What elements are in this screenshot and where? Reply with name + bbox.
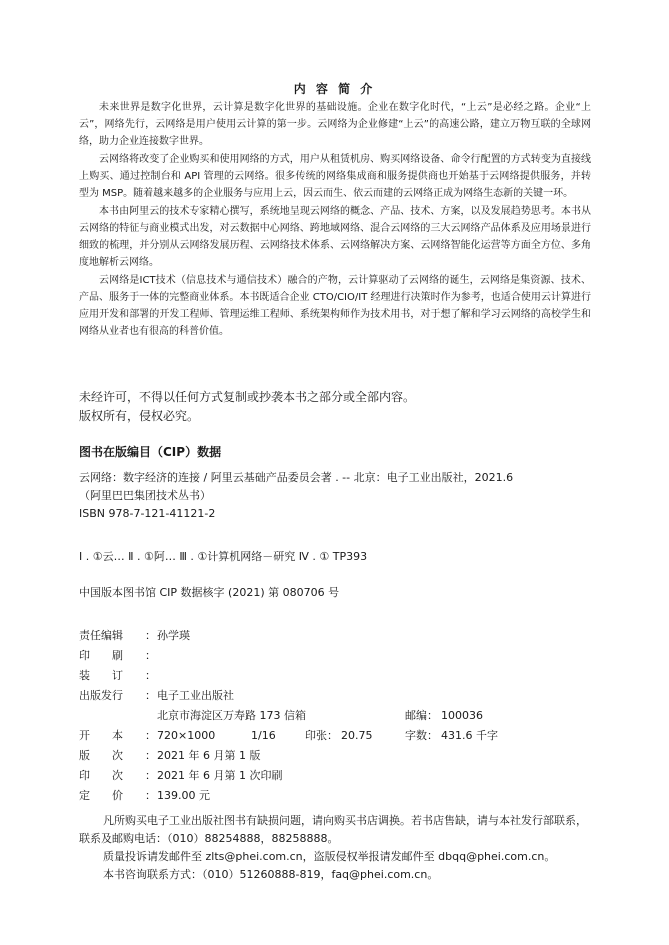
sheets-label: 印张： [305, 729, 338, 742]
sheets-value: 20.75 [341, 729, 373, 742]
contact-notes [79, 812, 591, 884]
credit-colon: ： [145, 769, 156, 782]
credit-label: 出版发行 [79, 689, 123, 702]
classification-line: Ⅰ . ①云… Ⅱ . ①阿… Ⅲ . ①计算机网络－研究 Ⅳ . ① TP393 [79, 550, 368, 563]
credit-row-editor [79, 626, 591, 646]
credit-row-print [79, 646, 591, 666]
rights-notice [79, 388, 591, 426]
credit-colon: ： [145, 749, 156, 762]
cip-line: ISBN 978-7-121-41121-2 [79, 507, 216, 520]
credit-label: 责任编辑 [79, 629, 123, 642]
credit-label: 版 次 [79, 749, 123, 762]
credit-colon: ： [145, 689, 156, 702]
publication-credits [79, 626, 591, 806]
format-value: 720×1000 [157, 729, 216, 742]
words-value: 431.6 千字 [441, 729, 498, 742]
rights-line: 版权所有，侵权必究。 [79, 409, 200, 423]
credit-value: 电子工业出版社 [157, 689, 234, 702]
credit-label: 印 刷 [79, 649, 123, 662]
credit-row-publisher [79, 686, 591, 706]
credit-label: 装 订 [79, 669, 123, 682]
summary-paragraph: 云网络将改变了企业购买和使用网络的方式，用户从租赁机房、购买网络设备、命令行配置的方式转变为直接线上购买、通过控制台和 API 管理的云网络。很多传统的网络集成商和服务提供商也开始基于云网络提供服务，并转型为 MSP。随着越来越多的企业服务与应用上云，因云而生、依云而建的云网络正成为网络生态新的关键一环。 [79, 154, 591, 199]
credit-row-format [79, 726, 591, 746]
credit-colon: ： [145, 629, 156, 642]
cip-line: （阿里巴巴集团技术丛书） [79, 489, 211, 502]
credit-label: 开 本 [79, 729, 123, 742]
summary-paragraph: 云网络是ICT技术（信息技术与通信技术）融合的产物，云计算驱动了云网络的诞生，云网络是集资源、技术、产品、服务于一体的完整商业体系。本书既适合企业 CTO/CIO/IT 经理进行决策时作为参考，也适合使用云计算进行应用开发和部署的开发工程师、管理运维工程师、系统架构师作为技术用书，对于想了解和学习云网络的高校学生和网络从业者也有很高的科普价值。 [79, 275, 591, 337]
format-fraction: 1/16 [251, 729, 276, 742]
words-label: 字数： [405, 729, 438, 742]
credit-value: 2021 年 6 月第 1 次印刷 [157, 769, 283, 782]
page-title: 内 容 简 介 [293, 82, 376, 96]
cip-line: 云网络：数字经济的连接 / 阿里云基础产品委员会著 . -- 北京：电子工业出版社，2021.6 [79, 471, 514, 484]
credit-row-price [79, 786, 591, 806]
credit-row-edition [79, 746, 591, 766]
postcode-label: 邮编： [405, 709, 438, 722]
credit-row-binding [79, 666, 591, 686]
contact-note: 凡所购买电子工业出版社图书有缺损问题，请向购买书店调换。若书店售缺，请与本社发行部联系，联系及邮购电话：（010）88254888，88258888。 [79, 814, 587, 845]
cip-verification: 中国版本图书馆 CIP 数据核字 (2021) 第 080706 号 [79, 586, 340, 599]
credit-colon: ： [145, 649, 156, 662]
credit-row-address [79, 706, 591, 726]
credit-colon: ： [145, 729, 156, 742]
summary-paragraph: 未来世界是数字化世界，云计算是数字化世界的基础设施。企业在数字化时代，“上云”是必经之路。企业“上云”，网络先行，云网络是用户使用云计算的第一步。云网络为企业修建“上云”的高速公路，建立万物互联的全球网络，助力企业连接数字世界。 [79, 102, 591, 147]
credit-colon: ： [145, 669, 156, 682]
credit-colon: ： [145, 789, 156, 802]
contact-note: 质量投诉请发邮件至 zlts@phei.com.cn，盗版侵权举报请发邮件至 dbqq@phei.com.cn。 [103, 850, 556, 863]
publisher-address: 北京市海淀区万寿路 173 信箱 [157, 709, 306, 722]
credit-value: 孙学瑛 [157, 629, 190, 642]
contact-note: 本书咨询联系方式：（010）51260888-819，faq@phei.com.cn。 [103, 868, 439, 881]
credit-value: 139.00 元 [157, 789, 210, 802]
rights-line: 未经许可，不得以任何方式复制或抄袭本书之部分或全部内容。 [79, 390, 416, 404]
cip-heading: 图书在版编目（CIP）数据 [79, 445, 222, 459]
postcode-value: 100036 [441, 709, 483, 722]
summary-paragraph: 本书由阿里云的技术专家精心撰写，系统地呈现云网络的概念、产品、技术、方案，以及发展趋势思考。本书从云网络的特征与商业模式出发，对云数据中心网络、跨地域网络、混合云网络的三大云网络产品体系及应用场景进行细致的梳理，并分别从云网络发展历程、云网络技术体系、云网络解决方案、云网络智能化运营等方面全方位、多角度地解析云网络。 [79, 206, 591, 268]
credit-label: 印 次 [79, 769, 123, 782]
credit-row-printing [79, 766, 591, 786]
cip-record [79, 469, 591, 523]
credit-value: 2021 年 6 月第 1 版 [157, 749, 261, 762]
credit-label: 定 价 [79, 789, 123, 802]
summary-section [79, 99, 591, 341]
